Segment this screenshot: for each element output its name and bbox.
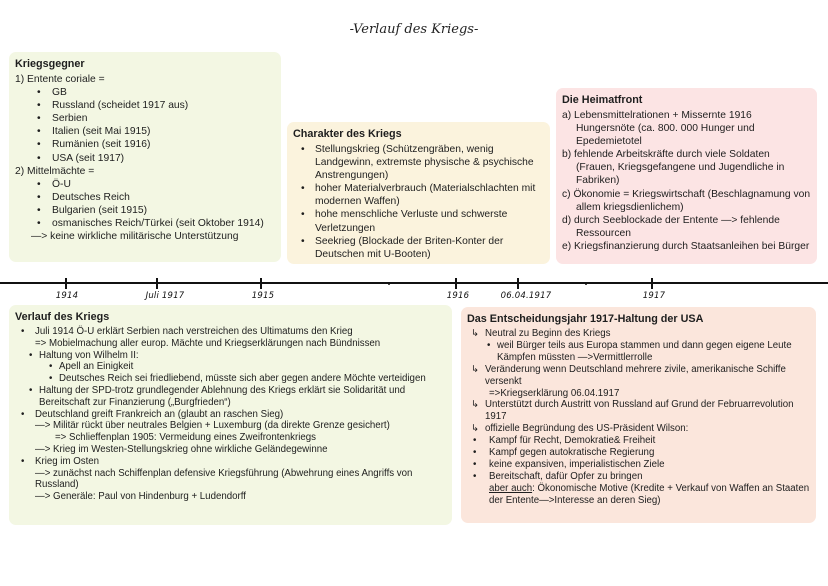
- timeline-tick: [455, 278, 457, 289]
- list-item: • Italien (seit Mai 1915): [15, 125, 275, 138]
- list-item: —> zunächst nach Schiffenplan defensive Kriegsführung (Abwehrung eines Angriffs von Russland): [35, 467, 413, 491]
- list-item: • Serbien: [15, 112, 275, 125]
- list-item: [467, 399, 810, 423]
- list-item: • Russland (scheidet 1917 aus): [15, 99, 275, 112]
- list-item: [467, 423, 810, 435]
- usa-heading: Das Entscheidungsjahr 1917-Haltung der USA: [467, 313, 704, 325]
- list-item: a) Lebensmittelrationen + Missernte 1916 Hungersnöte (ca. 800. 000 Hunger und Epedemietotel: [562, 110, 755, 148]
- list-item: • Rumänien (seit 1916): [15, 138, 275, 151]
- list-item-text: Neutral zu Beginn des Kriegs: [485, 328, 611, 339]
- list-item: d) durch Seeblockade der Entente —> fehlende Ressourcen: [562, 214, 780, 239]
- timeline-tick: [156, 278, 158, 289]
- timeline-label: 1916: [446, 291, 470, 301]
- verlauf-box: [9, 305, 452, 525]
- timeline-label: 06.04.1917: [500, 291, 552, 301]
- list-item-text: : Ökonomische Motive (Kredite + Verkauf von Waffen an Staaten der Entente—>Interesse an deren Sieg): [489, 482, 810, 506]
- timeline-label: 1917: [642, 291, 666, 301]
- list-item: • Kampf für Recht, Demokratie& Freiheit: [467, 435, 810, 447]
- timeline-tick: [651, 278, 653, 289]
- list-item: • hohe menschliche Verluste und schwerste Verletzungen: [293, 208, 544, 234]
- list-item: • weil Bürger teils aus Europa stammen und dann gegen eigene Leute Kämpfen müssten —>Vermittlerrolle: [467, 340, 810, 364]
- list-item: • Deutsches Reich: [15, 191, 275, 204]
- list-item: —> Krieg im Westen-Stellungskrieg ohne wirkliche Geländegewinne: [35, 443, 328, 455]
- list-item: • Haltung der SPD-trotz grundlegender Ablehnung des Kriegs erklärt sie Solidarität und Bereitschaft zur Finanzierung („Burgfrieden“): [15, 385, 446, 409]
- list-item: [467, 364, 810, 388]
- list-item: • hoher Materialverbrauch (Materialschlachten mit modernen Waffen): [293, 182, 544, 208]
- usa-box: [461, 307, 816, 523]
- heimatfront-heading: Die Heimatfront: [562, 94, 643, 106]
- heimatfront-box: [556, 88, 817, 264]
- list-item: => Mobielmachung aller europ. Mächte und Kriegserklärungen nach Bündnissen: [35, 337, 381, 349]
- arrow-icon: ↳: [471, 328, 480, 339]
- list-item: —> Generäle: Paul von Hindenburg + Ludendorff: [35, 491, 246, 503]
- list-item: • Ö-U: [15, 178, 275, 191]
- list-item-text: offizielle Begründung des US-Präsident Wilson:: [485, 423, 689, 435]
- arrow-icon: ↳: [471, 423, 480, 435]
- list-item: => Schlieffenplan 1905: Vermeidung eines Zweifrontenkriegs: [55, 432, 317, 444]
- aber-auch-label: aber auch: [489, 482, 533, 494]
- list-item: • Haltung von Wilhelm II:: [15, 350, 446, 362]
- list-item: • Apell an Einigkeit: [15, 361, 446, 373]
- list-item: • Krieg im Osten: [15, 456, 446, 468]
- list-item: • USA (seit 1917): [15, 152, 275, 165]
- entente-label: 1) Entente coriale =: [15, 74, 105, 85]
- verlauf-heading: Verlauf des Kriegs: [15, 311, 110, 323]
- list-item: e) Kriegsfinanzierung durch Staatsanleihen bei Bürger: [562, 240, 810, 252]
- list-item: • Seekrieg (Blockade der Briten-Konter der Deutschen mit U-Booten): [293, 235, 544, 261]
- page-title: -Verlauf des Kriegs-: [349, 22, 479, 37]
- list-item: [467, 328, 810, 340]
- list-item: c) Ökonomie = Kriegswirtschaft (Beschlagnamung von allem kriegsdienlichem): [562, 188, 811, 213]
- list-item: • Kampf gegen autokratische Regierung: [467, 447, 810, 459]
- timeline-label: Juli 1917: [145, 291, 185, 301]
- timeline-tick: [517, 278, 519, 289]
- list-item: • keine expansiven, imperialistischen Ziele: [467, 459, 810, 471]
- list-item: • Bulgarien (seit 1915): [15, 204, 275, 217]
- list-item-text: Veränderung wenn Deutschland mehrere zivile, amerikanische Schiffe versenkt: [485, 363, 786, 387]
- kriegsgegner-box: [9, 52, 281, 262]
- arrow-icon: ↳: [471, 363, 480, 375]
- timeline-tick: [65, 278, 67, 289]
- timeline-axis: [0, 282, 828, 284]
- charakter-list: [293, 143, 544, 261]
- kriegsgegner-heading: Kriegsgegner: [15, 58, 85, 70]
- timeline-tick: [260, 278, 262, 289]
- list-item: • Bereitschaft, dafür Opfer zu bringen: [467, 471, 810, 483]
- kriegsgegner-conclusion: —> keine wirkliche militärische Unterstützung: [31, 231, 239, 243]
- arrow-icon: ↳: [471, 399, 480, 411]
- list-item: —> Militär rückt über neutrales Belgien + Luxemburg (da direkte Grenze gesichert): [35, 420, 390, 432]
- timeline-label: 1915: [251, 291, 275, 301]
- timeline-dot: [585, 283, 587, 285]
- entente-list: [15, 86, 275, 165]
- list-item: • Juli 1914 Ö-U erklärt Serbien nach verstreichen des Ultimatums den Krieg: [15, 326, 446, 338]
- timeline-label: 1914: [55, 291, 79, 301]
- list-item-text: Unterstützt durch Austritt von Russland auf Grund der Februarrevolution 1917: [485, 399, 794, 423]
- charakter-heading: Charakter des Kriegs: [293, 128, 402, 140]
- list-item: [467, 483, 810, 507]
- list-item: b) fehlende Arbeitskräfte durch viele Soldaten (Frauen, Kriegsgefangene und Jugendliche in Fabriken): [562, 149, 785, 187]
- list-item: =>Kriegserklärung 06.04.1917: [489, 387, 620, 399]
- timeline-dot: [388, 283, 390, 285]
- list-item: • Deutschland greift Frankreich an (glaubt an raschen Sieg): [15, 409, 446, 421]
- charakter-box: [287, 122, 550, 264]
- mittelmaechte-label: 2) Mittelmächte =: [15, 165, 95, 177]
- list-item: • GB: [15, 86, 275, 99]
- list-item: • osmanisches Reich/Türkei (seit Oktober 1914): [15, 217, 275, 230]
- list-item: • Deutsches Reich sei friedliebend, müsste sich aber gegen andere Möchte verteidigen: [15, 373, 446, 385]
- mittelmaechte-list: [15, 178, 275, 230]
- list-item: • Stellungskrieg (Schützengräben, wenig Landgewinn, extremste physische & psychische Anstrengungen): [293, 143, 544, 182]
